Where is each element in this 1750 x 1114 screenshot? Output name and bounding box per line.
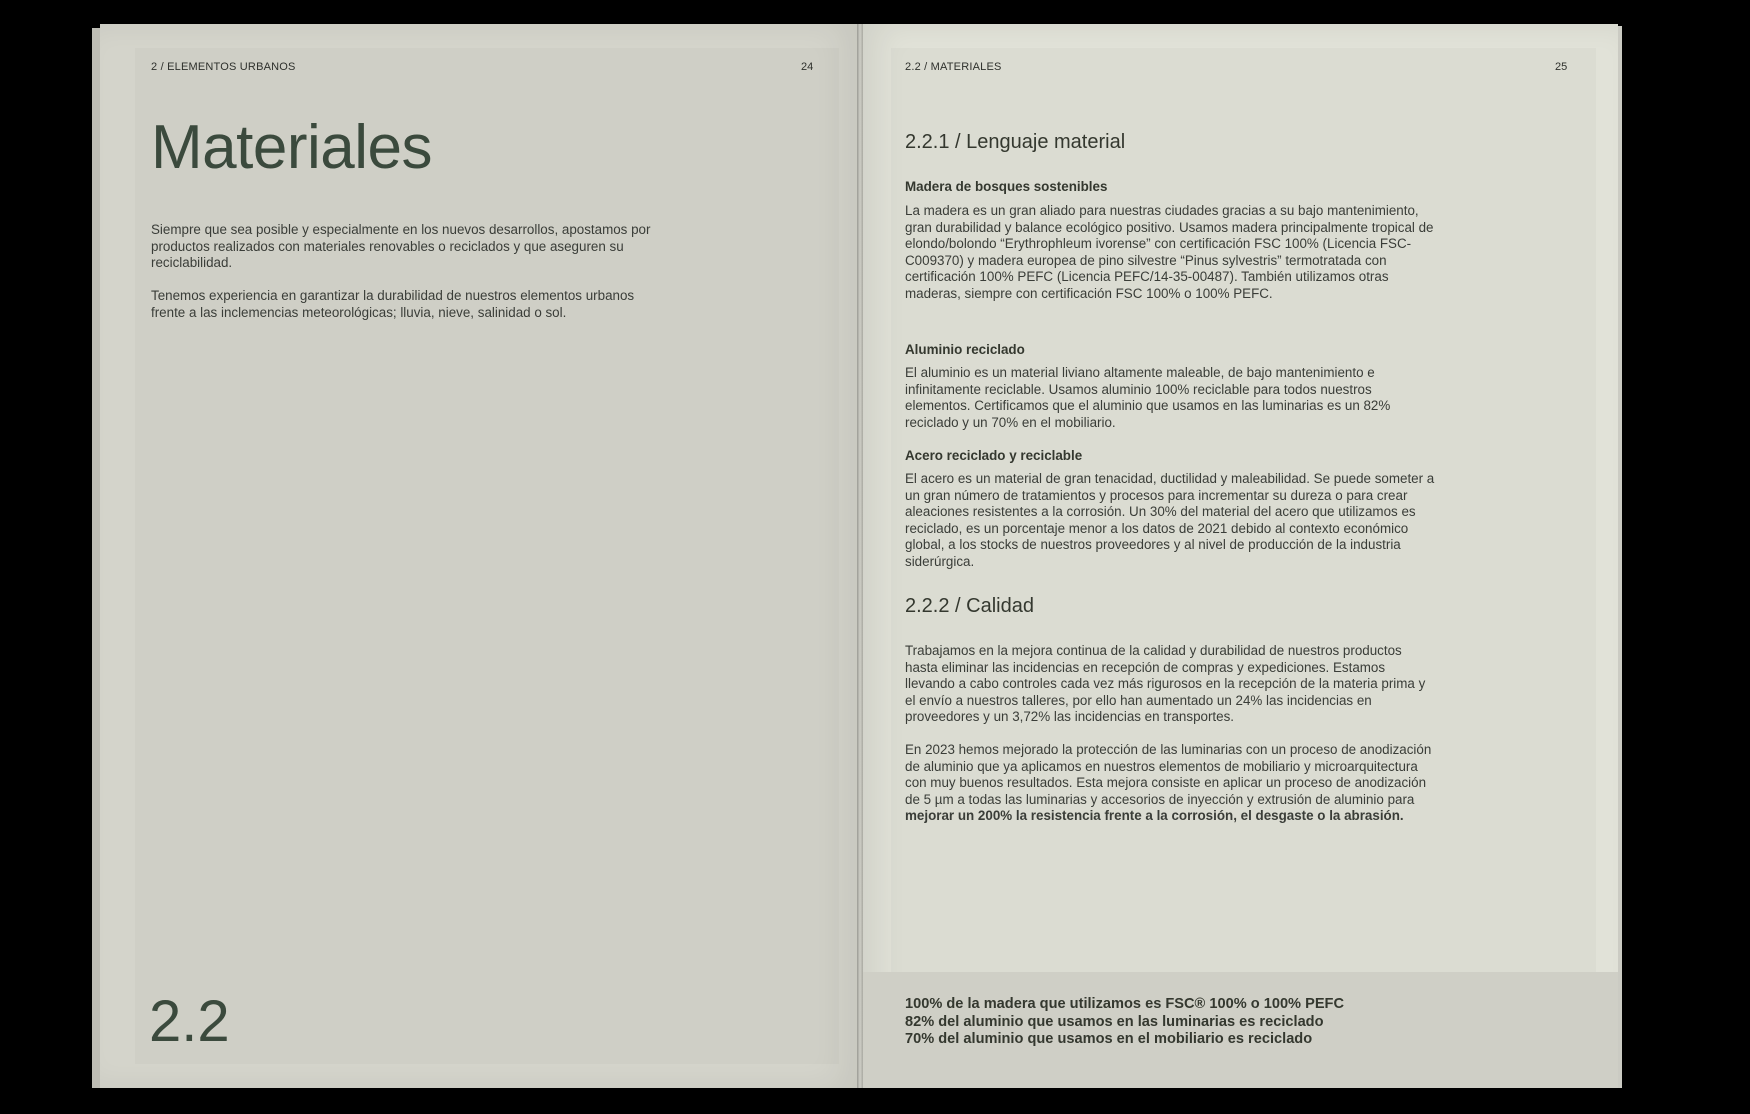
quality-paragraph-2-regular: En 2023 hemos mejorado la protección de las luminarias con un proceso de anodización de aluminio que ya aplicamos en nuestros elementos de mobiliario y microarquitectura con muy buenos resultados. Esta mejora consiste en aplicar un proceso de anodización de 5 µm a todas las luminarias y accesorios de inyección y extrusión de aluminio para	[905, 742, 1432, 807]
section-heading-lenguaje-material: 2.2.1 / Lenguaje material	[905, 131, 1126, 153]
wood-paragraph: La madera es un gran aliado para nuestras ciudades gracias a su bajo mantenimiento, gran durabilidad y balance ecológico positivo. Usamos madera principalmente tropical de elondo/bolondo “Erythrophleum ivorense” con certificación FSC 100% (Licencia FSC-C009370) y madera europea de pino silvestre “Pinus sylvestris” termotratada con certificación 100% PEFC (Licencia PEFC/14-35-00487). También utilizamos otras maderas, siempre con certificación FSC 100% o 100% PEFC.	[905, 203, 1434, 301]
section-number: 2.2	[149, 989, 230, 1054]
steel-heading: Acero reciclado y reciclable	[905, 448, 1083, 463]
aluminium-heading: Aluminio reciclado	[905, 342, 1025, 357]
quality-paragraph-2	[905, 742, 1435, 825]
intro-paragraph-2: Tenemos experiencia en garantizar la durabilidad de nuestros elementos urbanos frente a las inclemencias meteorológicas; lluvia, nieve, salinidad o sol.	[151, 288, 635, 320]
highlight-aluminium-luminaires: 82% del aluminio que usamos en las luminarias es reciclado	[905, 1013, 1324, 1030]
page-title: Materiales	[151, 113, 432, 182]
left-page-panel	[135, 48, 839, 1064]
intro-paragraph-1: Siempre que sea posible y especialmente en los nuevos desarrollos, apostamos por productos realizados con materiales renovables o reciclados y que aseguren su reciclabilidad.	[151, 222, 651, 271]
steel-paragraph: El acero es un material de gran tenacidad, ductilidad y maleabilidad. Se puede someter a un gran número de tratamientos y procesos para incrementar su dureza o para crear aleaciones resistentes a la corrosión. Un 30% del material del acero que utilizamos es reciclado, es un porcentaje menor a los datos de 2021 debido al contexto económico global, a los stocks de nuestros proveedores y al nivel de producción de la industria siderúrgica.	[905, 471, 1435, 569]
left-running-head: 2 / ELEMENTOS URBANOS	[151, 61, 296, 73]
quality-paragraph-2-bold: mejorar un 200% la resistencia frente a la corrosión, el desgaste o la abrasión.	[905, 808, 1404, 824]
left-page	[100, 24, 859, 1088]
right-page-number: 25	[1555, 61, 1568, 73]
left-page-number: 24	[801, 61, 814, 73]
book-gutter	[857, 24, 863, 1088]
quality-paragraph-1: Trabajamos en la mejora continua de la calidad y durabilidad de nuestros productos hasta eliminar las incidencias en recepción de compras y expediciones. Estamos llevando a cabo controles cada vez más rigurosos en la recepción de la materia prima y el envío a nuestros talleres, por ello han aumentado un 24% las incidencias en proveedores y un 3,72% las incidencias en transportes.	[905, 643, 1426, 725]
wood-heading: Madera de bosques sostenibles	[905, 179, 1108, 194]
highlight-wood: 100% de la madera que utilizamos es FSC® 100% o 100% PEFC	[905, 996, 1345, 1012]
right-running-head: 2.2 / MATERIALES	[905, 61, 1002, 73]
highlight-aluminium-furniture: 70% del aluminio que usamos en el mobiliario es reciclado	[905, 1031, 1313, 1047]
section-heading-calidad: 2.2.2 / Calidad	[905, 595, 1034, 617]
highlights-list	[905, 996, 1344, 1049]
aluminium-paragraph: El aluminio es un material liviano altamente maleable, de bajo mantenimiento e infinitamente reciclable. Usamos aluminio 100% reciclable para todos nuestros elementos. Certificamos que el aluminio que usamos en las luminarias es un 82% reciclado y un 70% en el mobiliario.	[905, 365, 1391, 430]
